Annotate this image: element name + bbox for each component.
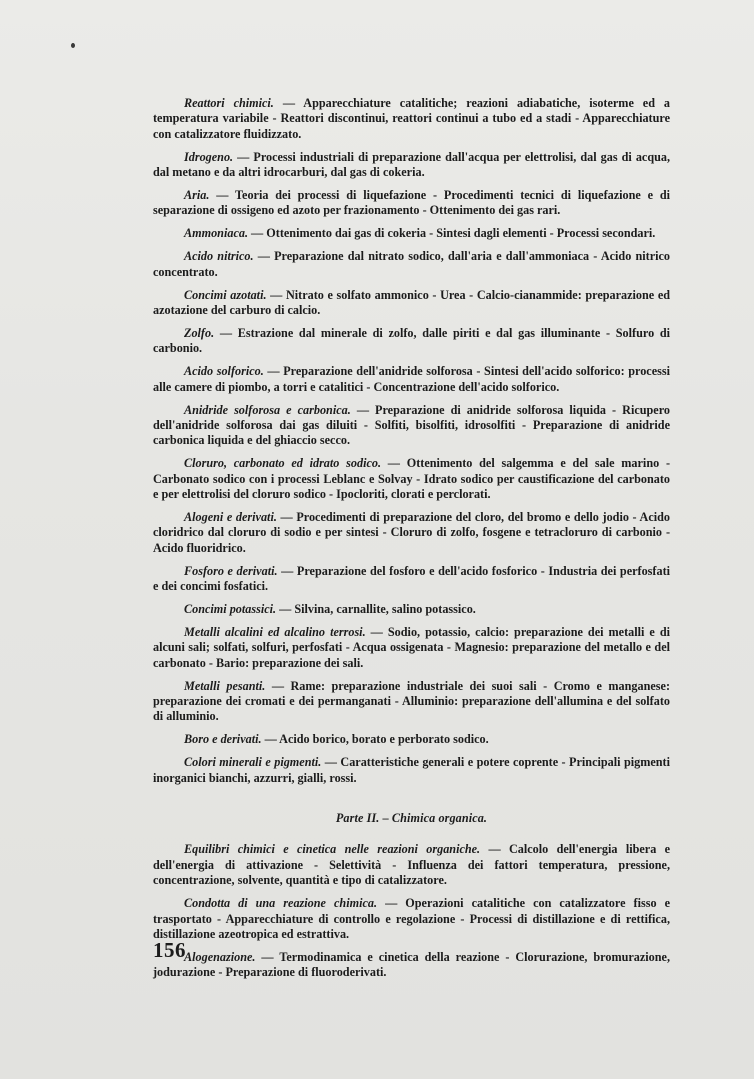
section-body: Acido borico, borato e perborato sodico. bbox=[279, 732, 489, 747]
section-body: Preparazione dell'anidride solforosa - Sintesi dell'acido solforico: processi alle camere di piombo, a torri e catalitici - Concentrazione dell'acido solforico. bbox=[153, 364, 670, 394]
section-paragraph bbox=[153, 96, 670, 142]
em-dash: — bbox=[270, 287, 283, 302]
section-paragraph bbox=[153, 679, 670, 725]
section-body: Teoria dei processi di liquefazione - Procedimenti tecnici di liquefazione e di separazione di ossigeno ed azoto per frazionamento - Ottenimento dei gas rari. bbox=[153, 188, 671, 218]
section-heading: Fosforo e derivati. bbox=[184, 563, 278, 578]
section-body: Rame: preparazione industriale dei suoi sali - Cromo e manganese: preparazione dei cromati e dei permanganati - Alluminio: preparazione dell'allumina e del solfato di alluminio. bbox=[153, 678, 671, 724]
em-dash: — bbox=[261, 949, 274, 964]
em-dash: — bbox=[387, 456, 400, 471]
section-heading: Metalli pesanti. bbox=[184, 678, 266, 693]
section-body: Silvina, carnallite, salino potassico. bbox=[294, 601, 476, 616]
em-dash: — bbox=[280, 509, 293, 524]
part-2-sections bbox=[153, 842, 670, 980]
section-body: Procedimenti di preparazione del cloro, del bromo e dello jodio - Acido cloridrico dal cloruro di sodio e per sintesi - Cloruro di zolfo, fosgene e tetracloruro di carbonio - Acido fluoridrico. bbox=[153, 509, 671, 555]
em-dash: — bbox=[281, 563, 294, 578]
section-paragraph bbox=[153, 755, 670, 786]
em-dash: — bbox=[324, 755, 337, 770]
section-heading: Colori minerali e pigmenti. bbox=[184, 755, 322, 770]
em-dash: — bbox=[264, 732, 277, 747]
section-body: Apparecchiature catalitiche; reazioni adiabatiche, isoterme ed a temperatura variabile - Reattori discontinui, reattori continui a tubo ed a stadi - Apparecchiature con catalizzatore fluidizzato. bbox=[153, 96, 671, 141]
section-body: Processi industriali di preparazione dall'acqua per elettrolisi, dal gas di acqua, dal metano e da altri idrocarburi, dal gas di cokeria. bbox=[153, 149, 671, 180]
section-heading: Metalli alcalini ed alcalino terrosi. bbox=[184, 624, 366, 639]
section-body: Estrazione dal minerale di zolfo, dalle piriti e dal gas illuminante - Solfuro di carbonio. bbox=[153, 325, 671, 356]
section-paragraph bbox=[153, 602, 670, 617]
em-dash: — bbox=[282, 96, 295, 110]
section-paragraph bbox=[153, 249, 670, 280]
section-heading: Reattori chimici. bbox=[184, 96, 274, 110]
em-dash: — bbox=[219, 325, 233, 340]
em-dash: — bbox=[257, 249, 270, 264]
section-paragraph bbox=[153, 326, 670, 357]
section-body: Ottenimento dai gas di cokeria - Sintesi dagli elementi - Processi secondari. bbox=[266, 226, 656, 241]
section-body: Preparazione dal nitrato sodico, dall'aria e dall'ammoniaca - Acido nitrico concentrato. bbox=[153, 249, 671, 279]
section-paragraph bbox=[153, 625, 670, 671]
section-paragraph bbox=[153, 842, 670, 888]
section-body: Operazioni catalitiche con catalizzatore fisso e trasportato - Apparecchiature di controllo e regolazione - Processi di distillazione e di rettifica, distillazione azeotropica ed estrattiva. bbox=[153, 896, 671, 941]
section-body: Termodinamica e cinetica della reazione - Clorurazione, bromurazione, jodurazione - Preparazione di fluoroderivati. bbox=[153, 949, 671, 980]
em-dash: — bbox=[385, 896, 398, 911]
section-heading: Alogeni e derivati. bbox=[184, 509, 277, 524]
em-dash: — bbox=[279, 601, 292, 616]
section-heading: Idrogeno. bbox=[184, 149, 234, 164]
section-paragraph bbox=[153, 150, 670, 181]
section-paragraph bbox=[153, 510, 670, 556]
em-dash: — bbox=[488, 842, 501, 857]
em-dash: — bbox=[237, 149, 250, 164]
section-paragraph bbox=[153, 896, 670, 942]
em-dash: — bbox=[267, 364, 280, 379]
section-paragraph bbox=[153, 564, 670, 595]
section-heading: Ammoniaca. bbox=[184, 226, 248, 241]
ink-speck bbox=[71, 43, 75, 48]
section-heading: Aria. bbox=[184, 188, 210, 203]
em-dash: — bbox=[271, 678, 284, 693]
section-body: Preparazione del fosforo e dell'acido fosforico - Industria dei perfosfati e dei concimi fosfatici. bbox=[153, 563, 671, 594]
section-body: Caratteristiche generali e potere coprente - Principali pigmenti inorganici bianchi, azzurri, gialli, rossi. bbox=[153, 755, 671, 785]
em-dash: — bbox=[370, 624, 383, 639]
section-body: Ottenimento del salgemma e del sale marino - Carbonato sodico con i processi Leblanc e Solvay - Idrato sodico per caustificazione del carbonato e per elettrolisi del cloruro sodico - Ipocloriti, clorati e perclorati. bbox=[153, 456, 671, 502]
section-heading: Anidride solforosa e carbonica. bbox=[184, 402, 351, 417]
section-body: Sodio, potassio, calcio: preparazione dei metalli e di alcuni sali; solfati, solfuri, perfosfati - Acqua ossigenata - Magnesio: preparazione del metallo e del carbonato - Bario: preparazione dei sali. bbox=[153, 624, 671, 670]
section-body: Calcolo dell'energia libera e dell'energia di attivazione - Selettività - Influenza dei fattori temperatura, pressione, concentrazione, solvente, quantità e tipo di catalizzatore. bbox=[153, 842, 671, 888]
section-heading: Acido solforico. bbox=[184, 364, 264, 379]
em-dash: — bbox=[356, 402, 369, 417]
section-heading: Equilibri chimici e cinetica nelle reazioni organiche. bbox=[184, 842, 481, 857]
section-paragraph bbox=[153, 226, 670, 241]
section-heading: Acido nitrico. bbox=[184, 249, 254, 264]
section-paragraph bbox=[153, 288, 670, 319]
section-body: Preparazione di anidride solforosa liquida - Ricupero dell'anidride solforosa dai gas diluiti - Solfiti, bisolfiti, idrosolfiti - Preparazione di anidride carbonica liquida e del ghiaccio secco. bbox=[153, 402, 670, 448]
section-heading: Cloruro, carbonato ed idrato sodico. bbox=[184, 456, 382, 471]
section-heading: Zolfo. bbox=[184, 325, 215, 340]
em-dash: — bbox=[251, 226, 264, 241]
em-dash: — bbox=[216, 188, 229, 203]
part-1-sections bbox=[153, 96, 670, 786]
section-heading: Alogenazione. bbox=[184, 949, 256, 964]
section-paragraph bbox=[153, 364, 670, 395]
section-paragraph bbox=[153, 188, 670, 219]
section-heading: Concimi potassici. bbox=[184, 601, 277, 616]
section-paragraph bbox=[153, 403, 670, 449]
section-body: Nitrato e solfato ammonico - Urea - Calcio-cianammide: preparazione ed azotazione del carburo di calcio. bbox=[153, 287, 671, 317]
section-paragraph bbox=[153, 456, 670, 502]
section-paragraph bbox=[153, 732, 670, 747]
section-paragraph bbox=[153, 950, 670, 981]
section-heading: Concimi azotati. bbox=[184, 287, 267, 302]
section-heading: Boro e derivati. bbox=[184, 732, 262, 747]
page-number: 156 bbox=[153, 938, 186, 962]
part-2-heading: Parte II. – Chimica organica. bbox=[335, 811, 488, 826]
page-content bbox=[153, 96, 670, 988]
section-heading: Condotta di una reazione chimica. bbox=[184, 896, 378, 911]
